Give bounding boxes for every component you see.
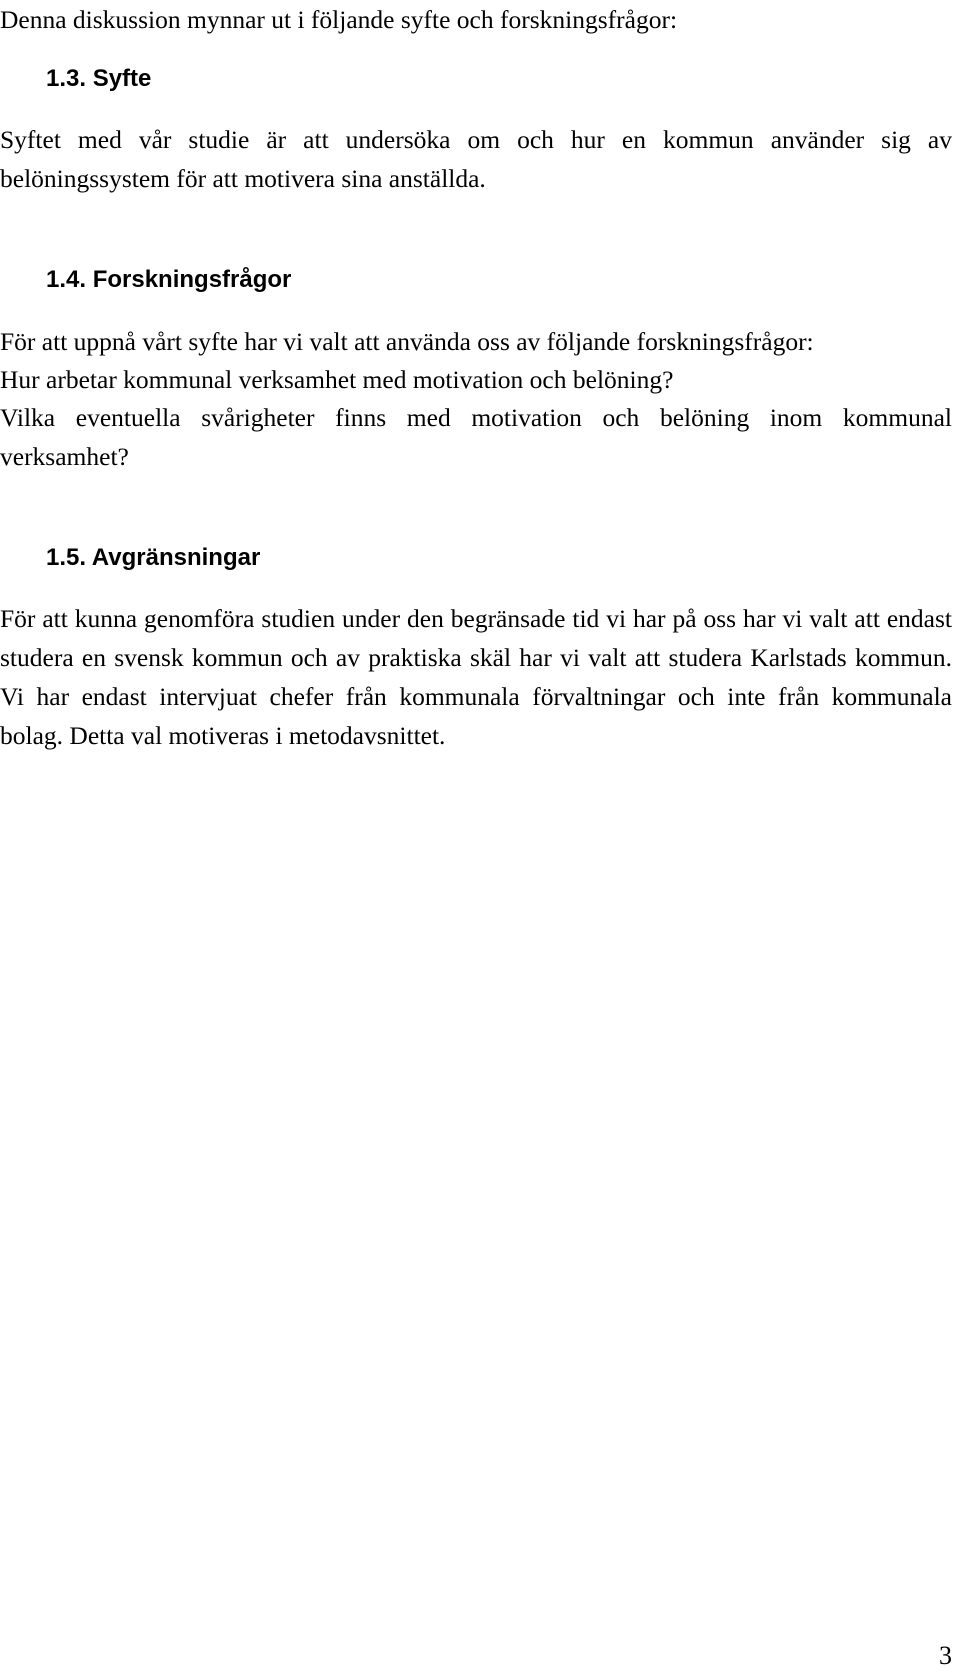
page-number: 3 — [939, 1641, 952, 1670]
research-question-1: Hur arbetar kommunal verksamhet med motivation och belöning? — [0, 365, 674, 394]
research-question-2: Vilka eventuella svårigheter finns med motivation och belöning inom kommunal verksamhet? — [0, 403, 952, 471]
forskningsfragor-intro-paragraph: För att uppnå vårt syfte har vi valt att använda oss av följande forskningsfrågor: — [0, 327, 814, 356]
section-heading-syfte: 1.3. Syfte — [46, 65, 152, 92]
section-heading-forskningsfragor: 1.4. Forskningsfrågor — [46, 266, 292, 293]
intro-paragraph: Denna diskussion mynnar ut i följande syfte och forskningsfrågor: — [0, 5, 678, 34]
section-heading-avgransningar: 1.5. Avgränsningar — [46, 544, 261, 571]
avgransningar-paragraph: För att kunna genomföra studien under den begränsade tid vi har på oss har vi valt att endast studera en svensk kommun och av praktiska skäl har vi valt att studera Karlstads kommun. Vi har endast intervjuat chefer från kommunala förvaltningar och inte från kommunala bolag. Detta val motiveras i metodavsnittet. — [0, 604, 952, 750]
syfte-paragraph: Syftet med vår studie är att undersöka om och hur en kommun använder sig av belöningssystem för att motivera sina anställda. — [0, 125, 952, 193]
